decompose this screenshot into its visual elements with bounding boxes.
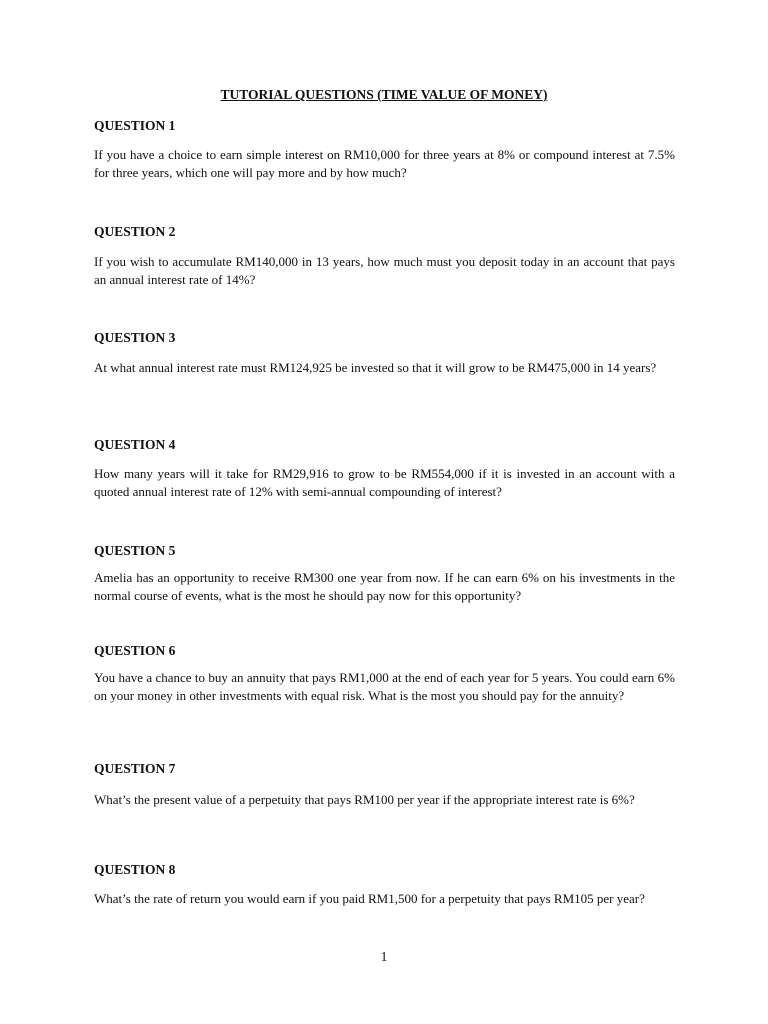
question-2-text: If you wish to accumulate RM140,000 in 13 years, how much must you deposit today in an account that pays an annual interest rate of 14%?: [94, 254, 675, 287]
question-4-heading: QUESTION 4: [94, 437, 176, 452]
question-4-text: How many years will it take for RM29,916 to grow to be RM554,000 if it is invested in an account with a quoted annual interest rate of 12% with semi-annual compounding of interest?: [94, 466, 675, 499]
page-number: 1: [380, 949, 388, 964]
question-1-text: If you have a choice to earn simple interest on RM10,000 for three years at 8% or compound interest at 7.5% for three years, which one will pay more and by how much?: [94, 147, 675, 180]
question-1-heading: QUESTION 1: [94, 118, 176, 133]
question-7-heading: QUESTION 7: [94, 761, 176, 776]
question-6-text: You have a chance to buy an annuity that pays RM1,000 at the end of each year for 5 years. You could earn 6% on your money in other investments with equal risk. What is the most you should pay for the annuity?: [94, 670, 675, 703]
question-3-heading: QUESTION 3: [94, 330, 176, 345]
document-title: TUTORIAL QUESTIONS (TIME VALUE OF MONEY): [220, 87, 548, 102]
question-8-text: What’s the rate of return you would earn if you paid RM1,500 for a perpetuity that pays RM105 per year?: [94, 891, 645, 906]
question-2-heading: QUESTION 2: [94, 224, 176, 239]
question-8-heading: QUESTION 8: [94, 862, 176, 877]
question-6-heading: QUESTION 6: [94, 643, 176, 658]
question-3-text: At what annual interest rate must RM124,925 be invested so that it will grow to be RM475,000 in 14 years?: [94, 360, 657, 375]
question-7-text: What’s the present value of a perpetuity that pays RM100 per year if the appropriate interest rate is 6%?: [94, 792, 635, 807]
question-5-text: Amelia has an opportunity to receive RM300 one year from now. If he can earn 6% on his investments in the normal course of events, what is the most he should pay now for this opportunity?: [94, 570, 675, 603]
question-5-heading: QUESTION 5: [94, 543, 176, 558]
